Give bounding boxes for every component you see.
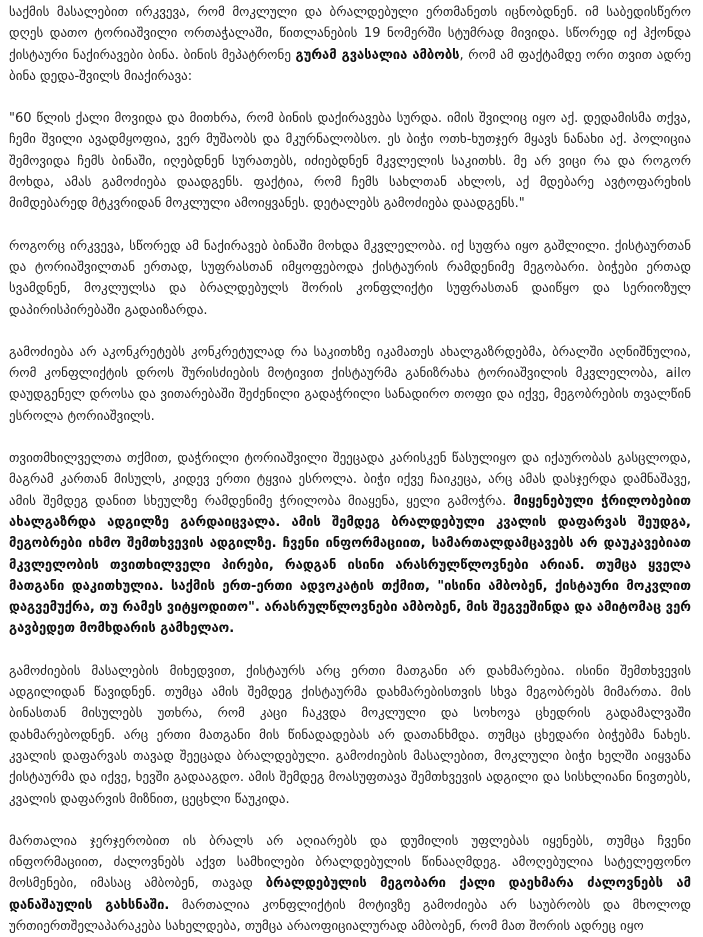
paragraph-6: გამოძიების მასალების მიხედვით, ქისტაურს არც ერთი მათგანი არ დახმარებია. ისინი შემთხვევის ადგილიდან წავიდნენ. თუმცა ამის შემდეგ ქისტაურმა დახმარებისთვის სხვა მეგობრებს მიმართა. მის ბინასთან მისულებს უთხრა, რომ კაცი ჩაკვდა მოკლული და სოხოვა ცხედრის გადამალვაში დახმარებოდნენ. არც ერთი მათგანი მის წინადადებას არ დათანხმდა. თუმცა ცხედარი ბიჭებმა ნახეს. კვალის დაფარვას თავად შეეცადა ბრალდებული. გამოძიების მასალებით, მოკლული ბიჭი ხელში აიყვანა ქისტაურმა და იქვე, ხევში გადააგდო. ამის შემდეგ მოასუფთავა შემთხვევის ადგილი და სისხლიანი ნივთებს, კვალის დაფარვის მიზნით, ცეცხლი წაუკიდა. — [9, 663, 691, 807]
paragraph-3: როგორც ირკვევა, სწორედ ამ ნაქირავებ ბინაში მოხდა მკვლელობა. იქ სუფრა იყო გაშლილი. ქისტაურთან და ტორიაშვილთან ერთად, სუფრასთან იმყოფებოდა ქისტაურის რამდენიმე მეგობარი. ბიჭები ერთად სვამდნენ, მოკლულსა და ბრალდებულს შორის კონფლიქტი სუფრასთან დაიწყო და სერიოზულ დაპირისპირებაში გადაიზარდა. — [9, 238, 691, 318]
paragraph-1-text-a: საქმის მასალებით ირკვევა, რომ მოკლული და ბრალდებული ერთმანეთს იცნობდნენ. იმ საბედისწერო დღეს დათო ტორიაშვილი ორთაჭალაში, წითლანების 19 ნომერში სტუმრად მივიდა. სწორედ იქ ჰქონდა ქისტაური ნაქირავები ბინა. ბინის მეპატრონე — [9, 5, 691, 63]
paragraph-7 — [9, 831, 691, 937]
paragraph-7-text-a: მართალია ჯერჯერობით ის ბრალს არ აღიარებს და დუმილის უფლებას იყენებს, თუმცა ჩვენი ინფორმაციით, ძალოვნებს აქვთ სამხილები ბრალდებულის წინააღმდეგ. ამოღებულია სატელეფონო მოსმენები, იმასაც ამბობენ, თავად — [9, 833, 691, 892]
paragraph-1-text-c: , რომ ამ ფაქტამდე ორი თვით ადრე ბინა დედა-შვილს მიაქირავა: — [9, 47, 691, 84]
paragraph-4: გამოძიება არ აკონკრეტებს კონკრეტულად რა საკითხზე იკამათეს ახალგაზრდებმა, ბრალში აღნიშნულია, რომ კონფლიქტის დროს შურისძიების მოტივით ქისტაურმა განიზრახა ტორიაშვილის მკვლელობა, ailო დაუდგენელ დროსა და ვითარებაში შეძენილი გადაჭრილი სანადირო თოფი და იქვე, მეგობრების თვალწინ ესროლა ტორიაშვილს. — [9, 344, 691, 424]
paragraph-1 — [9, 2, 691, 87]
paragraph-5 — [9, 448, 691, 640]
paragraph-5-text-a: თვითმხილველთა თქმით, დაჭრილი ტორიაშვილი შეეცადა კარისკენ წასულიყო და იქაურობას გასცლოდა, მაგრამ კართან მისულს, კიდევ ერთი ტყვია ესროლა. ბიჭი იქვე ჩაიკეცა, არც ამას დასჯერდა დამნაშავე, ამის შემდეგ დანით სხეულზე რამდენიმე ჭრილობა მიაყენა, ყელი გამოჭრა. — [9, 451, 691, 509]
landlord-name-highlight: გურამ გვასალია ამბობს — [295, 47, 460, 63]
landlord-quote: "60 წლის ქალი მოვიდა და მითხრა, რომ ბინის დაქირავება სურდა. იმის შვილიც იყო აქ. დედამისმა თქვა, ჩემი შვილი ავადმყოფია, ვერ მუშაობს და მკურნალობსო. ეს ბიჭი ოთხ-ხუთჯერ მყავს ნანახი აქ. პოლიცია შემოვიდა ჩემს ბინაში, იღებდნენ სურათებს, იძიებდნენ მკვლელის საკითხს. მე არ ვიცი რა და როგორ მოხდა, ამას გამოძიება დაადგენს. ფაქტია, რომ ჩემს სახლთან ახლოს, აქ მდებარე ავტოფარეხის მიმდებარედ მტკვრიდან მოკლული ამოიყვანეს. დეტალებს გამოძიება დაადგენს." — [9, 111, 691, 212]
paragraph-7-bold-passage: ბრალდებულის მეგობარი ქალი დაეხმარა ძალოვნებს ამ დანაშაულის გახსნაში. — [9, 876, 691, 913]
paragraph-7-text-c: მართალია კონფლიქტის მოტივზე გამოძიება არ საუბრობს და მხოლოდ ურთიერთშელაპარაკება სახელდება, თუმცა არაოფიციალურად ამბობენ, რომ მათ შორის ადრეც იყო — [9, 897, 691, 934]
paragraph-5-bold-passage: მიყენებული ჭრილობებით ახალგაზრდა ადგილზე გარდაიცვალა. ამის შემდეგ ბრალდებული კვალის დაფარვას შეუდგა, მეგობრები იხმო შემთხვევის ადგილზე. ჩვენი ინფორმაციით, სამართალდამცავებს არ დაუკავებიათ მკვლელობის თვითხილველი პირები, რადგან ისინი არასრულწლოვნები არიან. თუმცა ყველა მათგანი დაკითხულია. საქმის ერთ-ერთი ადვოკატის თქმით, "ისინი ამბობენ, ქისტაური მოკვლით დაგვემუქრა, თუ რამეს ვიტყოდითო". არასრულწლოვნები ამბობენ, მის შეგვეშინდა და ამიტომაც ვერ გავბედეთ მომხდარის გამხელაო. — [9, 493, 691, 637]
